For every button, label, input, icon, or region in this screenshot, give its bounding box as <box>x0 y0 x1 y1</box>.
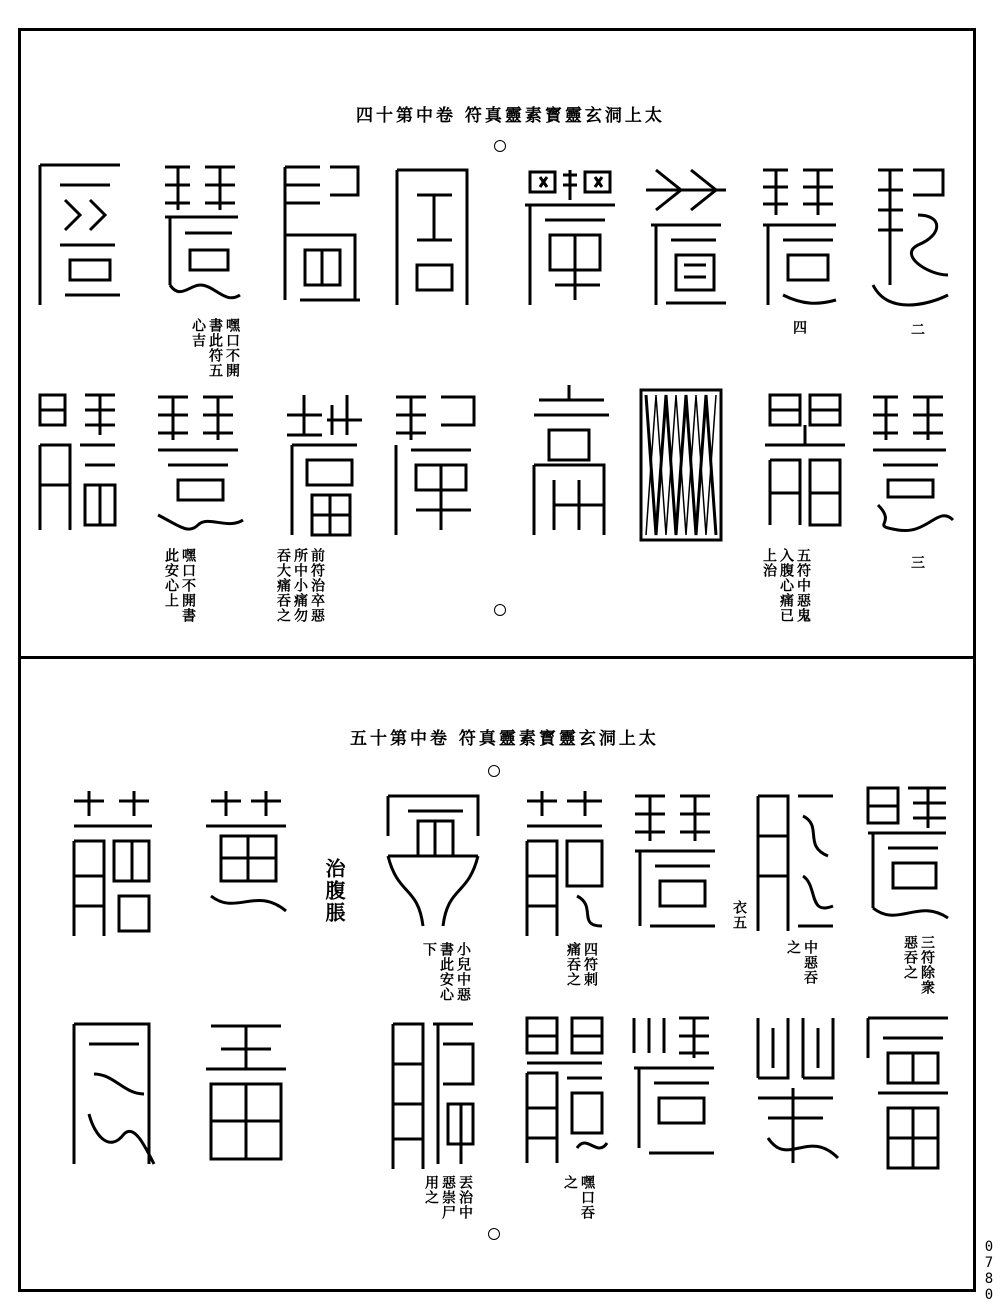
talisman-glyph <box>517 1008 612 1168</box>
talisman-glyph <box>196 786 296 936</box>
annotation: 小兒中惡書此安心下 <box>421 942 471 1002</box>
page-divider <box>18 656 976 659</box>
section-heading: 治腹脹 <box>322 858 346 924</box>
talisman-glyph <box>636 385 726 545</box>
binding-hole <box>488 1228 500 1240</box>
bottom-header: 太上洞玄靈寳素靈真符 卷中第十五 <box>350 729 659 749</box>
talisman-glyph <box>148 385 248 540</box>
talisman-glyph <box>150 155 250 305</box>
talisman-glyph <box>386 385 486 540</box>
talisman-glyph <box>517 786 607 941</box>
binding-hole <box>488 765 500 777</box>
annotation: 嘿口不開書此符五心吉 <box>190 318 240 378</box>
talisman-glyph <box>383 1014 483 1174</box>
annotation: 前符治卒惡所中小痛勿吞大痛吞之 <box>275 548 325 623</box>
talisman-glyph <box>30 155 130 310</box>
talisman-glyph <box>30 385 125 535</box>
talisman-glyph <box>270 155 370 305</box>
talisman-glyph <box>382 160 482 310</box>
annotation: 嘿口吞之 <box>562 1175 595 1220</box>
page-number: 0780 <box>984 1239 994 1303</box>
annotation: 四符刺痛吞之 <box>565 942 598 987</box>
annotation: 三 <box>909 555 925 570</box>
annotation: 三符除衆惡吞之 <box>902 935 935 995</box>
talisman-glyph <box>272 385 372 545</box>
annotation: 四 <box>791 320 807 335</box>
talisman-glyph <box>196 1014 296 1164</box>
talisman-glyph <box>524 380 614 540</box>
annotation: 衣五 <box>731 900 747 930</box>
talisman-glyph <box>636 155 736 315</box>
talisman-glyph <box>64 1014 159 1169</box>
talisman-glyph <box>858 385 958 535</box>
talisman-glyph <box>760 385 850 535</box>
talisman-glyph <box>624 1008 719 1168</box>
annotation: 嘿口不開書此安心上 <box>163 548 196 623</box>
annotation: 二 <box>909 322 925 337</box>
talisman-glyph <box>748 1008 843 1168</box>
talisman-glyph <box>378 786 488 941</box>
talisman-glyph <box>64 786 159 941</box>
binding-hole <box>494 140 506 152</box>
talisman-glyph <box>858 155 958 325</box>
annotation: 中惡吞之 <box>785 940 818 985</box>
annotation: 五符中惡鬼入腹心痛已上治 <box>761 548 811 623</box>
talisman-glyph <box>748 155 848 320</box>
binding-hole <box>494 604 506 616</box>
annotation: 丟治中惡崇尸用之 <box>423 1175 473 1220</box>
talisman-glyph <box>858 1008 958 1173</box>
talisman-glyph <box>625 786 720 936</box>
top-header: 太上洞玄靈寳素靈真符 卷中第十四 <box>356 106 665 126</box>
talisman-glyph <box>515 160 625 315</box>
talisman-glyph <box>748 786 838 936</box>
talisman-glyph <box>858 778 958 938</box>
